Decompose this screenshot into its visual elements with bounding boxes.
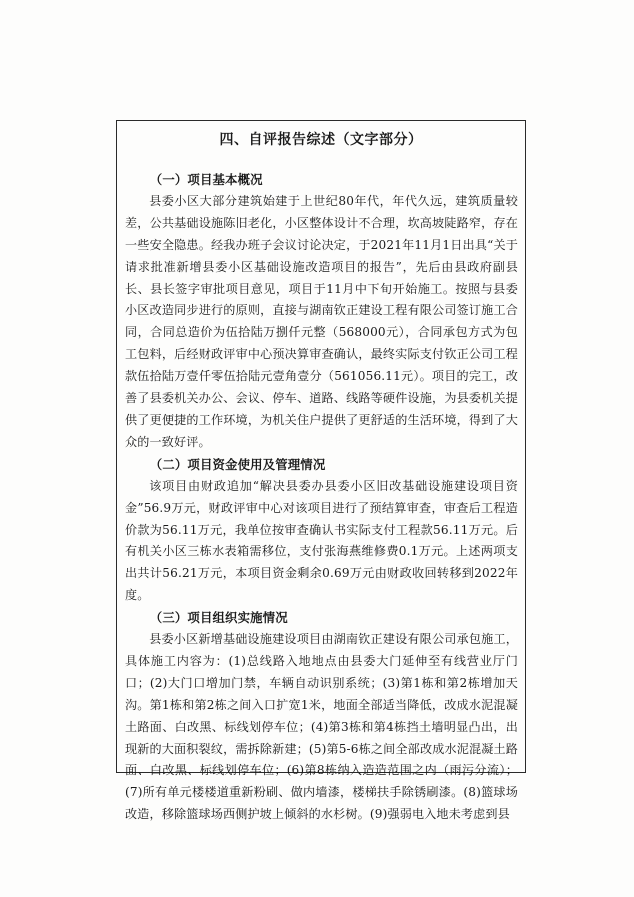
paragraph-basic-overview: 县委小区大部分建筑始建于上世纪80年代，年代久远，建筑质量较差，公共基础设施陈旧老化，小区整体设计不合理，坎高坡陡路窄，存在一些安全隐患。经我办班子会议讨论决定，于2021年11月1日出具“关于请求批准新增县委小区基础设施改造项目的报告”，先后由县政府副县长、县长签字审批项目意见，项目于11月中下旬开始施工。按照与县委小区改造同步进行的原则，直接与湖南钦正建设工程有限公司签订施工合同，合同总造价为伍拾陆万捌仟元整（568000元），合同承包方式为包工包料，后经财政评审中心预决算审查确认，最终实际支付钦正公司工程款伍拾陆万壹仟零伍拾陆元壹角壹分（561056.11元）。项目的完工，改善了县委机关办公、会议、停车、道路、线路等硬件设施，为县委机关提供了更便捷的工作环境，为机关住户提供了更舒适的生活环境，得到了大众的一致好评。 [125, 193, 518, 449]
paragraph-fund-usage: 该项目由财政追加“解决县委办县委小区旧改基础设施建设项目资金”56.9万元，财政评审中心对该项目进行了预结算审查，审查后工程造价款为56.11万元，我单位按审查确认书实际支付工程款56.11万元。后有机关小区三栋水表箱需移位，支付张海燕维修费0.1万元。上述两项支出共计56.21万元，本项目资金剩余0.69万元由财政收回转移到2022年度。 [125, 478, 518, 603]
heading-implementation: （三）项目组织实施情况 [149, 610, 288, 626]
report-frame [116, 120, 526, 822]
report-body [125, 169, 518, 826]
heading-basic-overview: （一）项目基本概况 [149, 172, 263, 187]
paragraph-implementation: 县委小区新增基础设施建设项目由湖南钦正建设有限公司承包施工，具体施工内容为：(1)总线路入地地点由县委大门延伸至有线营业厅门口；(2)大门口增加门禁，车辆自动识别系统；(3)第1栋和第2栋增加天沟。第1栋和第2栋之间入口扩宽1米，地面全部适当降低，改成水泥混凝土路面、白改黑、标线划停车位；(4)第3栋和第4栋挡土墙明显凸出，出现新的大面积裂纹，需拆除新建；(5)第5-6栋之间全部改成水泥混凝土路面、白改黑、标线划停车位；(6)第8栋纳入造造范围之内（雨污分流）；(7)所有单元楼楼道重新粉刷、做内墙漆，楼梯扶手除锈刷漆。(8)篮球场改造，移除篮球场西侧护坡上倾斜的水杉树。(9)强弱电入地未考虑到县 [125, 632, 518, 822]
heading-fund-usage: （二）项目资金使用及管理情况 [149, 456, 326, 472]
section-title: 四、自评报告综述（文字部分） [219, 132, 423, 148]
